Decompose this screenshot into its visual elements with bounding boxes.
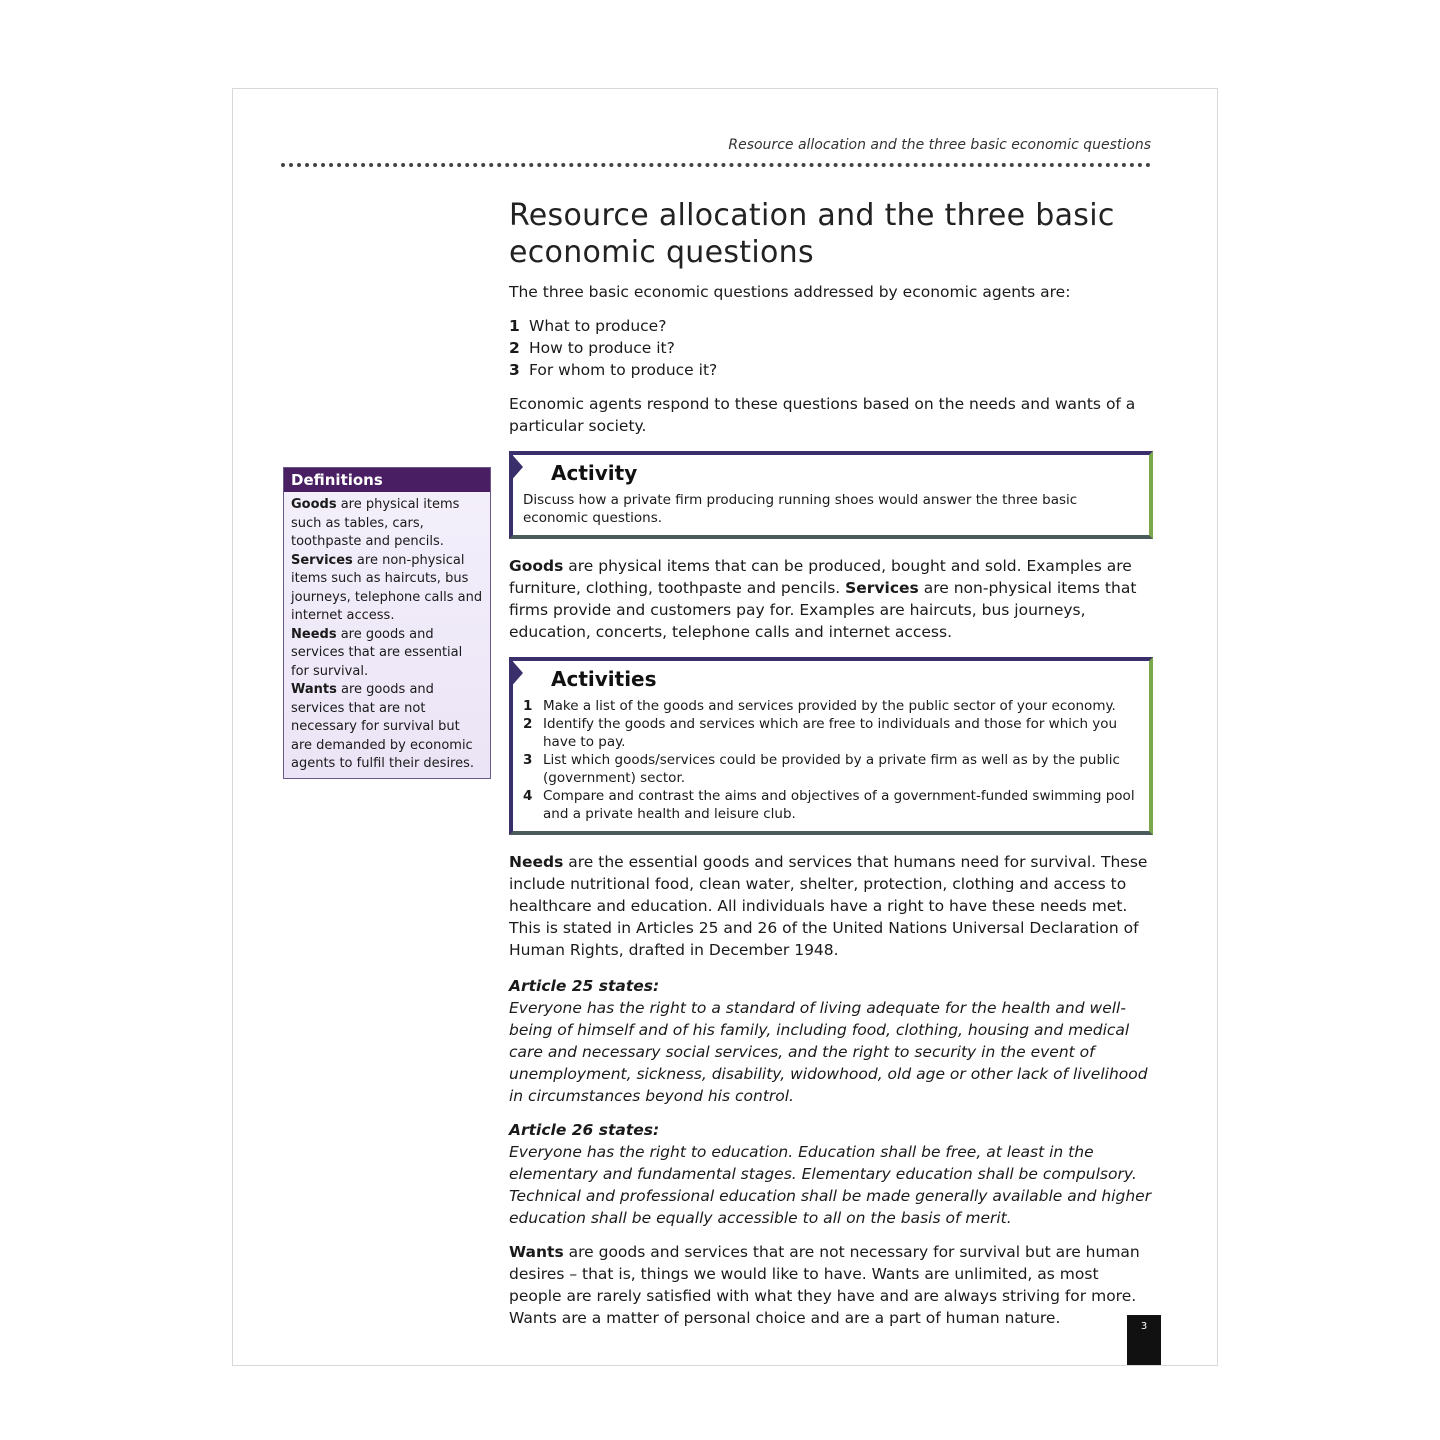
list-number: 2 <box>523 716 533 732</box>
article-25-text: Everyone has the right to a standard of living adequate for the health and well-being of himself and of his family, including food, clothing, housing and medical care and necessary social services, and the right to security in the event of unemployment, sickness, disability, widowhood, old age or other lack of livelihood in circumstances beyond his control. <box>509 999 1148 1105</box>
activity-box <box>509 451 1153 539</box>
services-term: Services <box>845 579 919 597</box>
list-text: Make a list of the goods and services provided by the public sector of your economy. <box>543 698 1116 714</box>
needs-paragraph <box>509 851 1153 961</box>
list-text: Compare and contrast the aims and objectives of a government-funded swimming pool and a private health and leisure club. <box>543 788 1135 822</box>
list-number: 3 <box>523 752 533 768</box>
needs-text: are the essential goods and services that humans need for survival. These include nutritional food, clean water, shelter, protection, clothing and access to healthcare and education. All individuals have a right to have these needs met. This is stated in Articles 25 and 26 of the United Nations Universal Declaration of Human Rights, drafted in December 1948. <box>509 853 1148 959</box>
definition-term: Goods <box>291 497 337 512</box>
wants-paragraph <box>509 1241 1153 1329</box>
list-item <box>509 337 1153 359</box>
definition-entry <box>291 496 483 552</box>
list-item <box>523 751 1137 787</box>
article-26-text: Everyone has the right to education. Education shall be free, at least in the elementary and fundamental stages. Elementary education shall be compulsory. Technical and professional education shall be made generally available and higher education shall be equally accessible to all on the basis of merit. <box>509 1143 1152 1227</box>
article-26-heading: Article 26 states: <box>509 1121 660 1139</box>
list-number: 4 <box>523 788 533 804</box>
list-item <box>523 715 1137 751</box>
goods-text: are physical items that can be produced, bought and sold. Examples are furniture, clothing, toothpaste and pencils. <box>509 557 1132 597</box>
definition-text: are goods and services that are essential for survival. <box>291 626 463 679</box>
definition-term: Wants <box>291 682 337 697</box>
definition-entry <box>291 681 483 774</box>
list-item <box>509 315 1153 337</box>
intro-paragraph: The three basic economic questions addressed by economic agents are: <box>509 283 1071 301</box>
list-number: 3 <box>509 361 520 379</box>
page-title <box>509 197 1153 271</box>
title-line-1: Resource allocation and the three basic <box>509 198 1115 233</box>
goods-services-paragraph <box>509 555 1153 643</box>
list-number: 2 <box>509 339 520 357</box>
list-item <box>509 359 1153 381</box>
definition-term: Services <box>291 552 353 568</box>
list-text: List which goods/services could be provided by a private firm as well as by the public (government) sector. <box>543 752 1120 786</box>
article-25-heading: Article 25 states: <box>509 977 660 995</box>
list-item <box>523 787 1137 823</box>
title-line-2: economic questions <box>509 235 814 270</box>
needs-term: Needs <box>509 853 564 871</box>
list-text: Identify the goods and services which are free to individuals and those for which you have to pay. <box>543 716 1118 750</box>
goods-term: Goods <box>509 557 564 575</box>
definitions-title: Definitions <box>284 468 490 492</box>
definition-text: are non-physical items such as haircuts, bus journeys, telephone calls and internet access. <box>291 552 483 623</box>
textbook-page <box>232 88 1218 1366</box>
agents-paragraph: Economic agents respond to these questions based on the needs and wants of a particular society. <box>509 395 1136 435</box>
activities-title: Activities <box>551 667 657 691</box>
services-text: are non-physical items that firms provide and customers pay for. Examples are haircuts, bus journeys, education, concerts, telephone calls and internet access. <box>509 579 1137 641</box>
dotted-rule <box>281 163 1151 167</box>
list-item <box>523 697 1137 715</box>
wants-text: are goods and services that are not necessary for survival but are human desires – that is, things we would like to have. Wants are unlimited, as most people are rarely satisfied with what they have and are always striving for more. Wants are a matter of personal choice and are a part of human nature. <box>509 1243 1140 1327</box>
definition-term: Needs <box>291 626 337 642</box>
page-number: 3 <box>1127 1315 1161 1365</box>
definitions-box <box>283 467 491 779</box>
activities-box <box>509 657 1153 835</box>
wants-term: Wants <box>509 1243 564 1261</box>
list-number: 1 <box>509 317 520 335</box>
definition-entry <box>291 552 483 626</box>
definitions-body <box>284 492 490 778</box>
definition-text: are physical items such as tables, cars, toothpaste and pencils. <box>291 497 460 549</box>
list-text: How to produce it? <box>529 339 675 357</box>
questions-list <box>509 315 1153 381</box>
list-text: What to produce? <box>529 317 667 335</box>
main-column <box>509 197 1153 1343</box>
activity-title: Activity <box>551 461 638 485</box>
activities-list <box>523 697 1137 823</box>
definition-text: are goods and services that are not necessary for survival but are demanded by economic agents to fulfil their desires. <box>291 682 475 771</box>
list-number: 1 <box>523 698 533 714</box>
running-header: Resource allocation and the three basic economic questions <box>728 137 1151 153</box>
activity-text: Discuss how a private firm producing running shoes would answer the three basic economic questions. <box>523 492 1078 526</box>
list-text: For whom to produce it? <box>529 361 718 379</box>
definition-entry <box>291 626 483 682</box>
